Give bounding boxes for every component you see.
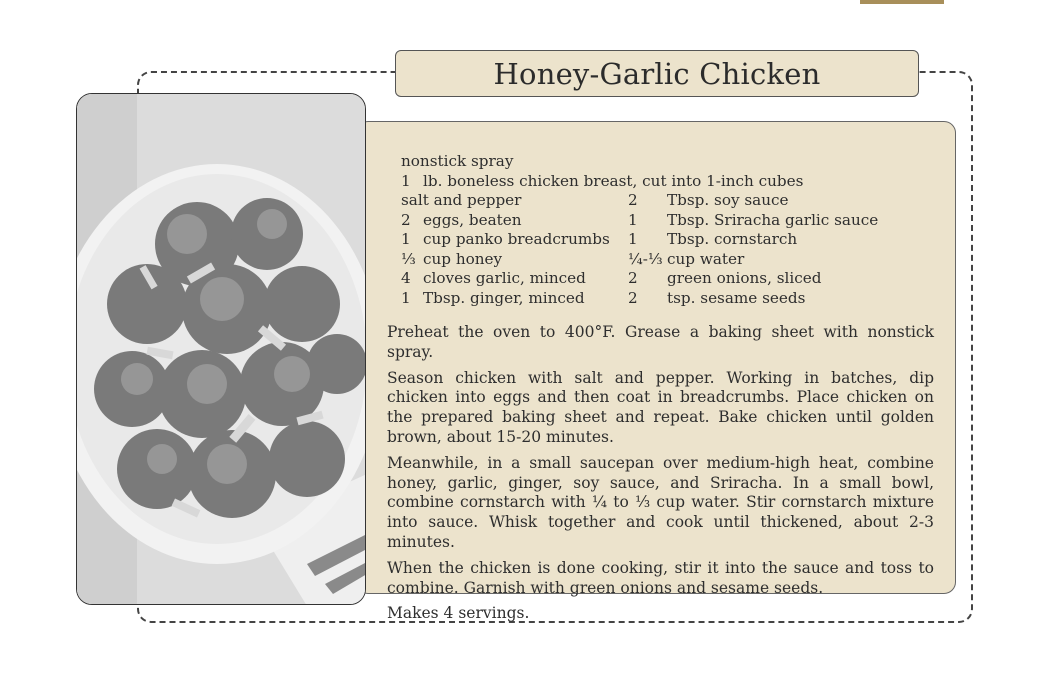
ingredient-item <box>401 172 921 192</box>
ingredient-text: green onions, sliced <box>667 269 822 287</box>
ingredient-item <box>628 230 878 250</box>
ingredient-qty: 1 <box>628 210 638 229</box>
ingredient-item <box>401 289 628 309</box>
direction-step: Season chicken with salt and pepper. Working in batches, dip chicken into eggs and then coat in breadcrumbs. Place chicken on the prepared baking sheet and repeat. Bake chicken until golden brown, about 15-20 minutes. <box>387 368 934 446</box>
ingredient-text: cup water <box>667 249 745 268</box>
direction-step: When the chicken is done cooking, stir it into the sauce and toss to combine. Garnish with green onions and sesame seeds. <box>387 558 934 597</box>
ingredient-item <box>401 211 628 231</box>
ingredient-text: eggs, beaten <box>423 210 522 229</box>
ingredient-item <box>628 191 878 211</box>
servings-note: Makes 4 servings. <box>387 604 530 623</box>
ingredient-text: Tbsp. Sriracha garlic sauce <box>667 210 879 229</box>
ingredient-qty: ⅓ <box>401 249 416 268</box>
ingredient-item <box>401 230 628 250</box>
ingredient-text: tsp. sesame seeds <box>667 288 806 307</box>
ingredient-text: Tbsp. soy sauce <box>667 191 789 209</box>
directions <box>387 323 934 630</box>
ingredient-item <box>401 269 628 289</box>
ingredient-qty: 2 <box>628 269 638 287</box>
ingredient-qty: 1 <box>401 171 411 190</box>
ingredient-text: cup honey <box>423 249 503 268</box>
ingredient-qty: 4 <box>401 269 411 287</box>
ingredient-text: Tbsp. ginger, minced <box>423 288 585 307</box>
recipe-title-banner <box>395 50 919 97</box>
corner-accent-tab <box>860 0 944 4</box>
ingredient-item <box>401 250 628 270</box>
ingredient-qty: 1 <box>401 288 411 307</box>
ingredient-qty: 2 <box>628 288 638 307</box>
ingredient-text: lb. boneless chicken breast, cut into 1-inch cubes <box>423 171 804 190</box>
ingredient-text: cup panko breadcrumbs <box>423 230 610 248</box>
dish-photo <box>76 93 366 605</box>
ingredient-qty: 1 <box>401 230 411 248</box>
ingredient-column-left <box>401 191 628 308</box>
ingredient-list <box>401 152 921 308</box>
ingredient-item <box>628 211 878 231</box>
ingredient-qty: 1 <box>628 230 638 248</box>
ingredient-qty: 2 <box>401 210 411 229</box>
ingredient-item <box>628 289 878 309</box>
ingredient-item <box>628 250 878 270</box>
ingredient-item <box>628 269 878 289</box>
ingredient-item <box>401 191 628 211</box>
direction-step: Preheat the oven to 400°F. Grease a baking sheet with nonstick spray. <box>387 323 934 361</box>
ingredient-qty: ¼-⅓ <box>628 249 663 268</box>
ingredient-qty: 2 <box>628 191 638 209</box>
ingredient-column-right <box>628 191 878 308</box>
ingredient-text: salt and pepper <box>401 191 522 209</box>
ingredient-columns <box>401 191 921 308</box>
ingredient-text: cloves garlic, minced <box>423 269 586 287</box>
ingredient-text: nonstick spray <box>401 152 514 170</box>
recipe-title: Honey-Garlic Chicken <box>493 56 821 91</box>
ingredient-text: Tbsp. cornstarch <box>667 230 798 248</box>
ingredient-item <box>401 152 921 172</box>
direction-step: Meanwhile, in a small saucepan over medium-high heat, combine honey, garlic, ginger, soy sauce, and Sriracha. In a small bowl, combine cornstarch with ¼ to ⅓ cup water. Stir cornstarch mixture into sauce. Whisk together and cook until thickened, about 2-3 minutes. <box>387 453 934 551</box>
